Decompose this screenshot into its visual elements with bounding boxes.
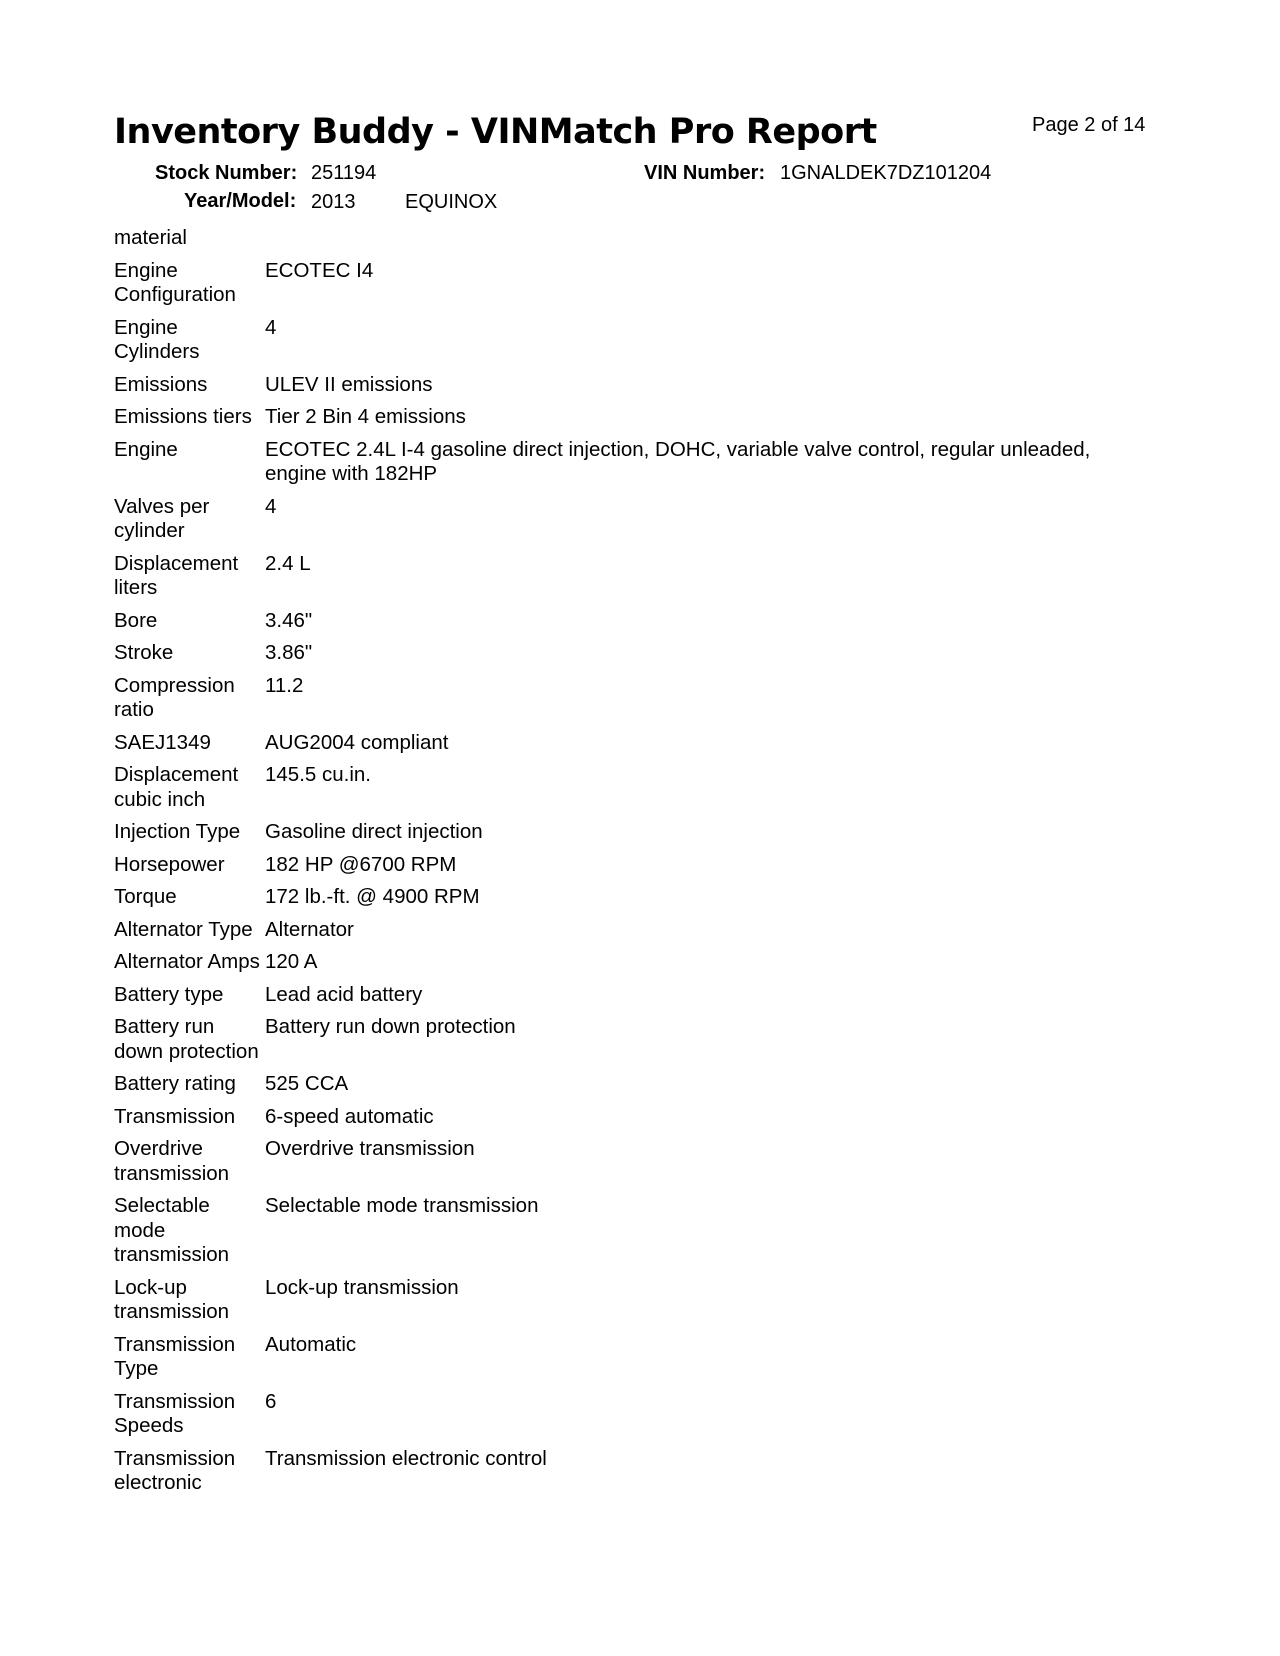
spec-value: Battery run down protection [265,1015,516,1038]
spec-row [114,950,1114,983]
spec-row [114,1333,1114,1390]
spec-row [114,885,1114,918]
spec-row [114,1015,1114,1072]
spec-row [114,316,1114,373]
spec-value: Gasoline direct injection [265,820,483,843]
spec-label: Bore [114,608,158,632]
spec-label: Displacement liters [114,551,239,599]
spec-label: Alternator Amps [114,950,260,973]
spec-row [114,373,1114,406]
spec-label: Emissions [114,372,208,396]
spec-row [114,1390,1114,1447]
spec-label: Transmission [114,1104,236,1128]
spec-value: 6-speed automatic [265,1104,434,1128]
spec-row [114,1194,1114,1276]
spec-row [114,731,1114,764]
spec-value: 172 lb.-ft. @ 4900 RPM [265,885,480,908]
spec-value: Transmission electronic control [265,1446,547,1470]
report-title: Inventory Buddy - VINMatch Pro Report [114,112,877,152]
spec-label: Displacement cubic inch [114,763,239,811]
spec-row [114,820,1114,853]
spec-label: Engine Configuration [114,258,236,306]
spec-value: AUG2004 compliant [265,730,449,754]
spec-value: Selectable mode transmission [265,1194,539,1217]
spec-label: Overdrive transmission [114,1137,230,1185]
spec-label: SAEJ1349 [114,730,211,754]
spec-row [114,609,1114,642]
spec-label: Injection Type [114,820,241,843]
spec-value: 11.2 [265,673,304,697]
spec-label: Stroke [114,641,174,664]
spec-label: Engine [114,437,178,461]
spec-label: Battery rating [114,1072,236,1095]
spec-label: Transmission Speeds [114,1389,236,1437]
spec-row [114,438,1114,495]
spec-label: Transmission Type [114,1332,236,1380]
year-model-label: Year/Model: [184,190,297,212]
spec-value: ECOTEC 2.4L I-4 gasoline direct injection, DOHC, variable valve control, regular unleaded, engine with 182HP [265,437,1091,485]
spec-label: Engine Cylinders [114,315,200,363]
stock-number-label: Stock Number: [155,162,298,184]
spec-label: Battery run down protection [114,1015,259,1063]
spec-value: Automatic [265,1332,357,1356]
spec-label: Alternator Type [114,917,253,941]
spec-row [114,983,1114,1016]
spec-value [265,226,1114,259]
spec-row [114,674,1114,731]
spec-label: material [114,226,187,249]
spec-row [114,853,1114,886]
spec-row [114,226,1114,259]
spec-value: ULEV II emissions [265,372,433,396]
spec-row [114,552,1114,609]
vin-number-label: VIN Number: [644,162,766,184]
spec-label: Compression ratio [114,673,235,721]
spec-value: Lock-up transmission [265,1275,459,1299]
spec-value: 145.5 cu.in. [265,763,371,786]
stock-number-value: 251194 [311,162,377,184]
spec-label: Horsepower [114,852,225,876]
model-value: EQUINOX [405,191,498,213]
spec-label: Emissions tiers [114,405,252,428]
spec-label: Transmission electronic [114,1446,236,1494]
spec-label: Valves per cylinder [114,494,210,542]
spec-value: 2.4 L [265,551,311,575]
spec-value: 3.86" [265,641,313,664]
spec-value: Tier 2 Bin 4 emissions [265,405,466,428]
spec-row [114,1276,1114,1333]
page-number: Page 2 of 14 [1032,114,1146,136]
spec-label: Battery type [114,982,224,1006]
vin-number-value: 1GNALDEK7DZ101204 [780,162,992,184]
spec-value: Lead acid battery [265,982,423,1006]
spec-label: Selectable mode transmission [114,1194,230,1266]
spec-value: 3.46" [265,608,313,632]
spec-row [114,1447,1114,1504]
spec-row [114,1072,1114,1105]
spec-row [114,1137,1114,1194]
spec-value: 4 [265,315,277,339]
spec-value: 182 HP @6700 RPM [265,852,457,876]
spec-table [114,226,1114,1504]
spec-row [114,495,1114,552]
spec-row [114,405,1114,438]
spec-label: Torque [114,885,177,908]
spec-value: 6 [265,1389,277,1413]
spec-value: 4 [265,494,277,518]
year-value: 2013 [311,191,356,213]
spec-value: ECOTEC I4 [265,258,374,282]
spec-value: 525 CCA [265,1072,349,1095]
spec-value: Overdrive transmission [265,1137,475,1160]
spec-label: Lock-up transmission [114,1275,230,1323]
spec-value: 120 A [265,950,318,973]
spec-value: Alternator [265,917,354,941]
spec-row [114,763,1114,820]
spec-row [114,1105,1114,1138]
spec-row [114,918,1114,951]
spec-row [114,259,1114,316]
spec-row [114,641,1114,674]
